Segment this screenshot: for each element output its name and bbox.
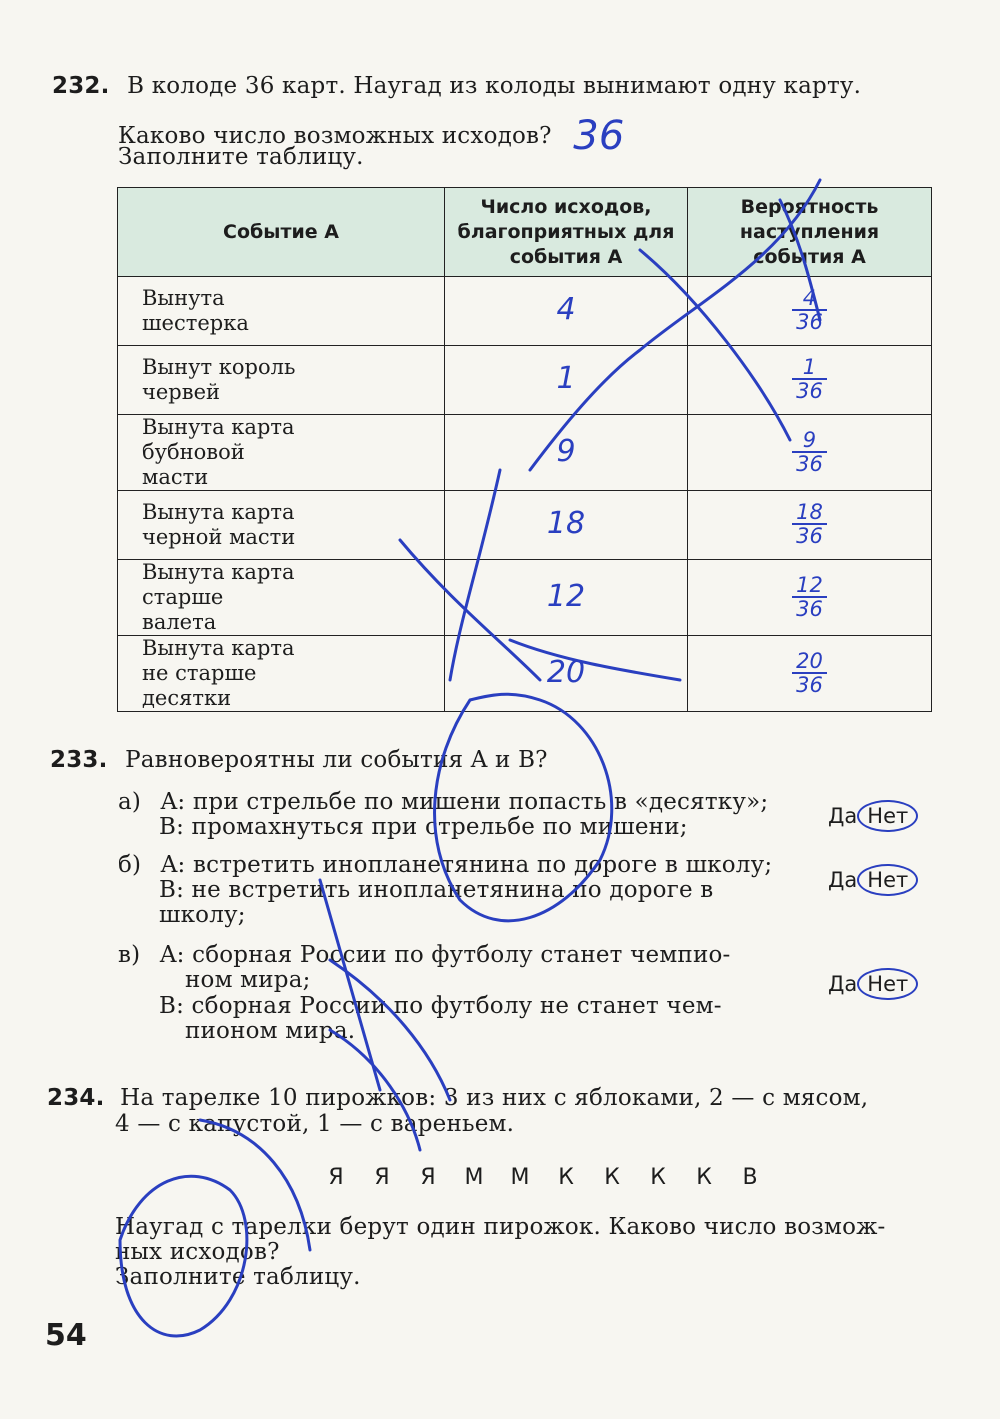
handwritten-answer: 36 (573, 113, 625, 159)
fraction-denominator: 36 (796, 310, 823, 334)
no-option-circled[interactable]: Нет (857, 968, 918, 1000)
probability-cell (688, 277, 932, 346)
pie-letter: К (650, 1165, 666, 1190)
table-row (118, 491, 932, 560)
problem-234-line5: Заполните таблицу. (115, 1264, 361, 1290)
answer-a[interactable] (828, 800, 918, 832)
probability-cell (688, 560, 932, 636)
item-c (118, 942, 731, 968)
item-line: A: сборная России по футболу станет чемпио- (159, 942, 731, 968)
count-cell (445, 346, 688, 415)
problem-number: 233. (50, 747, 108, 773)
header-event: Событие A (118, 188, 445, 277)
handwritten-fraction (792, 501, 827, 547)
pie-letter: М (464, 1165, 484, 1190)
table-header-row (118, 188, 932, 277)
table-row (118, 277, 932, 346)
event-cell: Вынут король червей (118, 346, 445, 415)
event-cell: Вынута карта старше валета (118, 560, 445, 636)
table-row (118, 636, 932, 712)
item-line: A: при стрельбе по мишени попасть в «десятку»; (160, 789, 769, 815)
problem-234-line2: 4 — с капустой, 1 — с вареньем. (115, 1111, 515, 1137)
fraction-numerator: 18 (792, 501, 827, 525)
answer-b[interactable] (828, 864, 918, 896)
count-cell (445, 560, 688, 636)
problem-232-text (52, 73, 861, 99)
item-line: A: встретить инопланетянина по дороге в школу; (160, 852, 773, 878)
problem-234-line3: Наугад с тарелки берут один пирожок. Каково число возмож- (115, 1214, 886, 1240)
handwritten-count: 12 (546, 578, 586, 614)
yes-option[interactable]: Да (828, 804, 858, 828)
item-mark: б) (118, 852, 142, 878)
handwritten-fraction (792, 356, 827, 402)
header-probability: Вероятность наступления события A (688, 188, 932, 277)
pie-letter: М (510, 1165, 530, 1190)
pie-letter: Я (328, 1165, 344, 1190)
fraction-numerator: 1 (792, 356, 827, 380)
table-row (118, 415, 932, 491)
fraction-denominator: 36 (796, 596, 823, 621)
count-cell (445, 277, 688, 346)
problem-number: 232. (52, 73, 110, 99)
handwritten-count: 9 (556, 433, 576, 469)
fraction-denominator: 36 (796, 672, 823, 697)
problem-line: В колоде 36 карт. Наугад из колоды вынимают одну карту. (127, 73, 862, 99)
question-text: Равновероятны ли события A и B? (125, 747, 548, 773)
item-a-line2: B: промахнуться при стрельбе по мишени; (159, 814, 688, 840)
question-text: Каково число возможных исходов? (118, 123, 552, 149)
item-c-line4: пионом мира. (185, 1018, 356, 1044)
item-b-line2: B: не встретить инопланетянина по дороге в (159, 877, 714, 903)
yes-option[interactable]: Да (828, 972, 858, 996)
problem-line: На тарелке 10 пирожков: 3 из них с яблоками, 2 — с мясом, (120, 1085, 869, 1111)
handwritten-count: 1 (556, 361, 576, 396)
probability-table (117, 187, 932, 712)
item-mark: в) (118, 942, 141, 968)
handwritten-fraction (792, 574, 827, 620)
problem-232-instruction: Заполните таблицу. (118, 144, 364, 170)
ink-stroke (320, 880, 380, 1090)
pie-letter: В (742, 1165, 758, 1190)
pie-letter: К (558, 1165, 574, 1190)
fraction-numerator: 4 (792, 287, 827, 311)
item-a (118, 789, 768, 815)
probability-cell (688, 346, 932, 415)
table-row (118, 560, 932, 636)
item-c-line3: B: сборная России по футболу не станет чем- (159, 993, 722, 1019)
no-option-circled[interactable]: Нет (857, 800, 918, 832)
handwritten-fraction (792, 287, 827, 333)
answer-c[interactable] (828, 968, 918, 1000)
event-cell: Вынута карта черной масти (118, 491, 445, 560)
item-c-line2: ном мира; (185, 967, 311, 993)
handwritten-fraction (792, 650, 827, 696)
no-option-circled[interactable]: Нет (857, 864, 918, 896)
problem-233-text (50, 747, 548, 773)
count-cell (445, 415, 688, 491)
item-mark: а) (118, 789, 142, 815)
event-cell: Вынута шестерка (118, 277, 445, 346)
handwritten-count: 20 (546, 654, 586, 690)
fraction-numerator: 9 (792, 429, 827, 453)
probability-cell (688, 415, 932, 491)
event-cell: Вынута карта не старше десятки (118, 636, 445, 712)
probability-cell (688, 491, 932, 560)
pie-letter: Я (374, 1165, 390, 1190)
handwritten-fraction (792, 429, 827, 475)
header-count: Число исходов, благоприятных для события A (445, 188, 688, 277)
pie-letters (313, 1165, 773, 1190)
page-number: 54 (45, 1318, 87, 1353)
table-row (118, 346, 932, 415)
handwritten-count: 4 (556, 292, 576, 327)
event-cell: Вынута карта бубновой масти (118, 415, 445, 491)
probability-cell (688, 636, 932, 712)
pie-letter: К (696, 1165, 712, 1190)
item-b-line3: школу; (159, 902, 246, 928)
pie-letter: К (604, 1165, 620, 1190)
problem-number: 234. (47, 1085, 105, 1111)
fraction-numerator: 20 (792, 650, 827, 674)
fraction-numerator: 12 (792, 574, 827, 598)
problem-234-line4: ных исходов? (115, 1239, 280, 1265)
count-cell (445, 636, 688, 712)
fraction-denominator: 36 (796, 379, 823, 403)
fraction-denominator: 36 (796, 451, 823, 476)
pie-letter: Я (420, 1165, 436, 1190)
item-b (118, 852, 772, 878)
handwritten-count: 18 (546, 506, 586, 541)
fraction-denominator: 36 (796, 524, 823, 548)
yes-option[interactable]: Да (828, 868, 858, 892)
count-cell (445, 491, 688, 560)
problem-234-text (47, 1085, 868, 1111)
